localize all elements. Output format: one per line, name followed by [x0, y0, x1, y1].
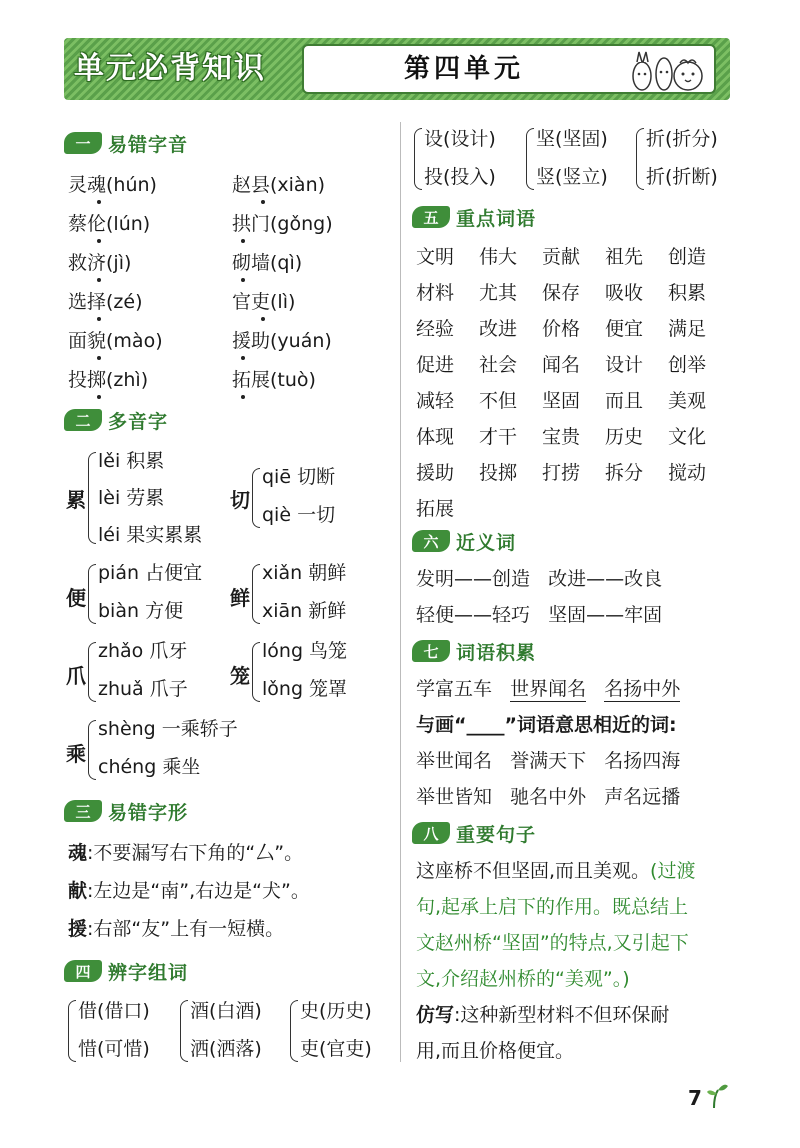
- word: 搅动: [668, 462, 707, 484]
- poly-reading: shèng 一乘轿子: [98, 718, 238, 740]
- poly-char: 切: [230, 488, 250, 512]
- pron-item: 砌墙(qì): [232, 252, 303, 274]
- word-row: [416, 278, 731, 305]
- word: 改进: [479, 318, 518, 340]
- idiom-row: [416, 676, 680, 702]
- word: 材料: [416, 282, 455, 304]
- emphasis-dot: [97, 395, 101, 399]
- section-1-header: [64, 128, 188, 158]
- brace: [414, 128, 422, 190]
- word: 文化: [668, 426, 707, 448]
- shape-item: [68, 878, 310, 904]
- unit-box: [302, 44, 716, 94]
- pair-item: 史(历史): [300, 1000, 372, 1022]
- brace: [526, 128, 534, 190]
- section-7-badge: 七: [412, 640, 450, 662]
- word-row: [416, 350, 731, 377]
- word-row: [416, 458, 731, 485]
- poly-reading: lóng 鸟笼: [262, 640, 348, 662]
- section-5-title: 重点词语: [456, 207, 537, 230]
- sprout-icon: [704, 1080, 730, 1110]
- pair-item: 坚(坚固): [536, 128, 608, 150]
- word: 打捞: [542, 462, 581, 484]
- pron-item: 灵魂(hún): [68, 174, 157, 196]
- section-5-header: [412, 202, 536, 232]
- pair-item: 酒(白酒): [190, 1000, 262, 1022]
- poly-char: 笼: [230, 664, 250, 688]
- word: 设计: [605, 354, 644, 376]
- word: 保存: [542, 282, 581, 304]
- poly-reading: zhǎo 爪牙: [98, 640, 188, 662]
- brace: [68, 1000, 76, 1062]
- idiom: 学富五车: [416, 678, 493, 700]
- shape-note: :不要漏写右下角的“厶”。: [87, 842, 304, 864]
- pron-item: 救济(jì): [68, 252, 132, 274]
- word: 才干: [479, 426, 518, 448]
- word: 闻名: [542, 354, 581, 376]
- mascot-icon: [628, 48, 708, 92]
- section-4-title: 辨字组词: [108, 961, 189, 984]
- section-3-header: [64, 796, 188, 826]
- pron-item: 援助(yuán): [232, 330, 332, 352]
- poly-reading: zhuǎ 爪子: [98, 678, 188, 700]
- section-1-title: 易错字音: [108, 133, 189, 156]
- pair-item: 折(折断): [646, 166, 718, 188]
- idiom-underlined: 名扬中外: [604, 678, 681, 700]
- section-2-header: [64, 405, 168, 435]
- word: 创造: [668, 246, 707, 268]
- section-5-badge: 五: [412, 206, 450, 228]
- poly-reading: lèi 劳累: [98, 487, 165, 509]
- idiom-row: 举世皆知 驰名中外 声名远播: [416, 786, 681, 808]
- poly-reading: lěi 积累: [98, 450, 165, 472]
- word: 伟大: [479, 246, 518, 268]
- pair-item: 竖(竖立): [536, 166, 608, 188]
- key-sentence-line: [416, 858, 695, 884]
- word-row: [416, 314, 731, 341]
- emphasis-dot: [97, 356, 101, 360]
- poly-char: 便: [66, 586, 86, 610]
- shape-char: 献: [68, 880, 88, 902]
- poly-char: 累: [66, 488, 86, 512]
- poly-reading: chéng 乘坐: [98, 756, 201, 778]
- shape-char: 援: [68, 918, 88, 940]
- section-2-title: 多音字: [108, 410, 169, 433]
- word: 吸收: [605, 282, 644, 304]
- poly-char: 乘: [66, 742, 86, 766]
- page-number: 7: [688, 1086, 702, 1110]
- pron-item: 蔡伦(lún): [68, 213, 151, 235]
- word: 尤其: [479, 282, 518, 304]
- imitation-line: [416, 1002, 669, 1028]
- section-4-badge: 四: [64, 960, 102, 982]
- word: 文明: [416, 246, 455, 268]
- brace: [252, 642, 260, 702]
- sentence-note: 句,起承上启下的作用。既总结上: [416, 896, 689, 918]
- idiom-hint: 与画“____”词语意思相近的词:: [416, 714, 677, 736]
- emphasis-dot: [97, 317, 101, 321]
- word: 拓展: [416, 498, 455, 520]
- synonym-row: 发明——创造 改进——改良: [416, 568, 663, 590]
- word: 促进: [416, 354, 455, 376]
- section-6-header: [412, 526, 516, 556]
- emphasis-dot: [241, 239, 245, 243]
- word: 满足: [668, 318, 707, 340]
- poly-char: 爪: [66, 664, 86, 688]
- imitation-label: 仿写: [416, 1004, 455, 1026]
- imitation-text: :这种新型材料不但环保耐: [454, 1004, 670, 1026]
- pron-item: 拱门(gǒng): [232, 213, 333, 235]
- section-4-header: [64, 956, 188, 986]
- sentence-note: 文,介绍赵州桥的“美观”。): [416, 968, 630, 990]
- word-row: [416, 422, 731, 449]
- pron-item: 拓展(tuò): [232, 369, 316, 391]
- emphasis-dot: [261, 200, 265, 204]
- word-row: [416, 494, 479, 521]
- brace: [252, 564, 260, 624]
- unit-title: 第四单元: [403, 54, 524, 84]
- word: 便宜: [605, 318, 644, 340]
- section-3-badge: 三: [64, 800, 102, 822]
- section-2-badge: 二: [64, 409, 102, 431]
- emphasis-dot: [97, 239, 101, 243]
- shape-item: [68, 916, 284, 942]
- word: 经验: [416, 318, 455, 340]
- word: 坚固: [542, 390, 581, 412]
- imitation-text: 用,而且价格便宜。: [416, 1040, 575, 1062]
- section-7-header: [412, 636, 536, 666]
- word: 价格: [542, 318, 581, 340]
- brace: [290, 1000, 298, 1062]
- poly-reading: lǒng 笼罩: [262, 678, 348, 700]
- header-banner: [64, 38, 730, 100]
- poly-reading: qiè 一切: [262, 504, 336, 526]
- shape-note: :右部“友”上有一短横。: [87, 918, 285, 940]
- section-8-header: [412, 818, 536, 848]
- emphasis-dot: [261, 317, 265, 321]
- poly-reading: léi 果实累累: [98, 524, 203, 546]
- word: 投掷: [479, 462, 518, 484]
- word: 社会: [479, 354, 518, 376]
- pair-item: 吏(官吏): [300, 1038, 372, 1060]
- brace: [88, 564, 96, 624]
- emphasis-dot: [241, 356, 245, 360]
- word: 贡献: [542, 246, 581, 268]
- word-row: [416, 386, 731, 413]
- word: 而且: [605, 390, 644, 412]
- section-3-title: 易错字形: [108, 801, 189, 824]
- sentence-note: 文赵州桥“坚固”的特点,又引起下: [416, 932, 689, 954]
- section-8-title: 重要句子: [456, 823, 537, 846]
- brace: [180, 1000, 188, 1062]
- word: 创举: [668, 354, 707, 376]
- word: 拆分: [605, 462, 644, 484]
- key-sentence: 这座桥不但坚固,而且美观。: [416, 860, 651, 882]
- poly-reading: xiǎn 朝鲜: [262, 562, 347, 584]
- section-6-title: 近义词: [456, 531, 517, 554]
- poly-reading: qiē 切断: [262, 466, 336, 488]
- word: 历史: [605, 426, 644, 448]
- pair-item: 惜(可惜): [78, 1038, 150, 1060]
- sentence-note: (过渡: [650, 860, 696, 882]
- poly-reading: biàn 方便: [98, 600, 184, 622]
- word-row: [416, 242, 731, 269]
- word: 减轻: [416, 390, 455, 412]
- word: 体现: [416, 426, 455, 448]
- pron-item: 选择(zé): [68, 291, 143, 313]
- shape-char: 魂: [68, 842, 88, 864]
- poly-reading: pián 占便宜: [98, 562, 203, 584]
- column-divider: [400, 122, 401, 1062]
- synonym-row: 轻便——轻巧 坚固——牢固: [416, 604, 663, 626]
- poly-reading: xiān 新鲜: [262, 600, 347, 622]
- brace: [252, 468, 260, 528]
- section-6-badge: 六: [412, 530, 450, 552]
- poly-char: 鲜: [230, 586, 250, 610]
- section-8-badge: 八: [412, 822, 450, 844]
- emphasis-dot: [241, 395, 245, 399]
- section-7-title: 词语积累: [456, 641, 537, 664]
- pron-item: 投掷(zhì): [68, 369, 149, 391]
- word: 宝贵: [542, 426, 581, 448]
- shape-note: :左边是“南”,右边是“犬”。: [87, 880, 310, 902]
- word: 积累: [668, 282, 707, 304]
- brace: [88, 720, 96, 780]
- idiom-row: 举世闻名 誉满天下 名扬四海: [416, 750, 681, 772]
- word: 祖先: [605, 246, 644, 268]
- word: 不但: [479, 390, 518, 412]
- pron-item: 官吏(lì): [232, 291, 296, 313]
- pair-item: 折(折分): [646, 128, 718, 150]
- pron-item: 面貌(mào): [68, 330, 163, 352]
- banner-label: 单元必背知识: [74, 51, 266, 86]
- emphasis-dot: [97, 200, 101, 204]
- emphasis-dot: [241, 278, 245, 282]
- word: 美观: [668, 390, 707, 412]
- idiom-underlined: 世界闻名: [510, 678, 587, 700]
- pron-item: 赵县(xiàn): [232, 174, 326, 196]
- brace: [636, 128, 644, 190]
- emphasis-dot: [97, 278, 101, 282]
- brace: [88, 642, 96, 702]
- section-1-badge: 一: [64, 132, 102, 154]
- pair-item: 借(借口): [78, 1000, 150, 1022]
- word: 援助: [416, 462, 455, 484]
- pair-item: 投(投入): [424, 166, 496, 188]
- shape-item: [68, 840, 303, 866]
- brace: [88, 452, 96, 544]
- pair-item: 设(设计): [424, 128, 496, 150]
- pair-item: 洒(洒落): [190, 1038, 262, 1060]
